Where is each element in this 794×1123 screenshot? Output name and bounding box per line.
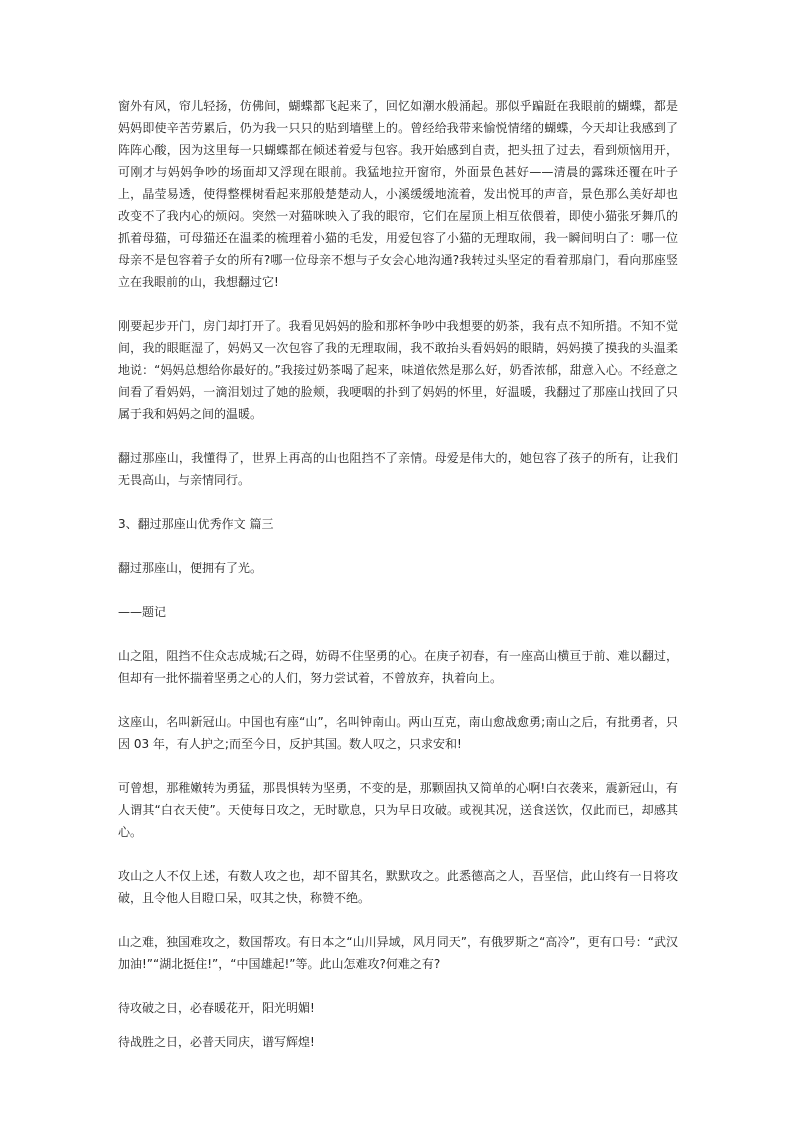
paragraph: 攻山之人不仅上述，有数人攻之也，却不留其名，默默攻之。此悉德高之人，吾坚信，此山终有一日将攻破，且令他人目瞪口呆，叹其之快，称赞不绝。 bbox=[118, 869, 678, 905]
paragraph: 待战胜之日，必普天同庆，谱写辉煌! bbox=[118, 1035, 315, 1049]
paragraph: 山之阻，阻挡不住众志成城;石之碍，妨碍不住坚勇的心。在庚子初春，有一座高山横亘于前、难以翻过，但却有一批怀揣着坚勇之心的人们，努力尝试着，不曾放弃，执着向上。 bbox=[118, 649, 678, 685]
paragraph: 山之难，独国难攻之，数国帮攻。有日本之“山川异域，风月同天”，有俄罗斯之“高冷”，更有口号：“武汉加油!”“湖北挺住!”，“中国雄起!”等。此山怎难攻?何难之有? bbox=[118, 935, 678, 971]
paragraph: 可曾想，那稚嫩转为勇猛，那畏惧转为坚勇，不变的是，那颗固执又简单的心啊!白衣袭来，震新冠山，有人谓其“白衣天使”。天使每日攻之，无时歇息，只为早日攻破。或视其况，送食送饮，仅此而已，却感其心。 bbox=[118, 781, 678, 839]
section-heading: 3、翻过那座山优秀作文 篇三 bbox=[118, 517, 274, 531]
paragraph: 这座山，名叫新冠山。中国也有座“山”，名叫钟南山。两山互克，南山愈战愈勇;南山之后，有批勇者，只因 03 年，有人护之;而至今日，反护其国。数人叹之，只求安和! bbox=[118, 715, 678, 751]
paragraph: 翻过那座山，我懂得了，世界上再高的山也阻挡不了亲情。母爱是伟大的，她包容了孩子的所有，让我们无畏高山，与亲情同行。 bbox=[118, 451, 678, 487]
paragraph: 窗外有风，帘儿轻扬，仿佛间，蝴蝶都飞起来了，回忆如潮水般涌起。那似乎蹁跹在我眼前的蝴蝶，都是妈妈即使辛苦劳累后，仍为我一只只的贴到墙壁上的。曾经给我带来愉悦情绪的蝴蝶，今天却让我感到了阵阵心酸，因为这里每一只蝴蝶都在倾述着爱与包容。我开始感到自责，把头扭了过去，看到烦恼用开，可刚才与妈妈争吵的场面却又浮现在眼前。我猛地拉开窗帘，外面景色甚好——清晨的露珠还覆在叶子上，晶莹易透，使得整棵树看起来那般楚楚动人，小溪缓缓地流着，发出悦耳的声音，景色那么美好却也改变不了我内心的烦闷。突然一对猫咪映入了我的眼帘，它们在屋顶上相互依偎着，即使小猫张牙舞爪的抓着母猫，可母猫还在温柔的梳理着小猫的毛发，用爱包容了小猫的无理取闹，我一瞬间明白了：哪一位母亲不是包容着子女的所有?哪一位母亲不想与子女会心地沟通?我转过头坚定的看着那扇门，看向那座竖立在我眼前的山，我想翻过它! bbox=[118, 99, 678, 289]
epigraph-attribution: ——题记 bbox=[118, 605, 167, 619]
document-page bbox=[118, 95, 678, 1065]
paragraph: 待攻破之日，必春暖花开，阳光明媚! bbox=[118, 1001, 315, 1015]
paragraph: 刚要起步开门，房门却打开了。我看见妈妈的脸和那杯争吵中我想要的奶茶，我有点不知所措。不知不觉间，我的眼眶湿了，妈妈又一次包容了我的无理取闹，我不敢抬头看妈妈的眼睛，妈妈摸了摸我的头温柔地说：“妈妈总想给你最好的。”我接过奶茶喝了起来，味道依然是那么好，奶香浓郁，甜意入心。不经意之间看了看妈妈，一滴泪划过了她的脸颊，我哽咽的扑到了妈妈的怀里，好温暖，我翻过了那座山找回了只属于我和妈妈之间的温暖。 bbox=[118, 319, 678, 421]
essay-opening-line: 翻过那座山，便拥有了光。 bbox=[118, 561, 263, 575]
